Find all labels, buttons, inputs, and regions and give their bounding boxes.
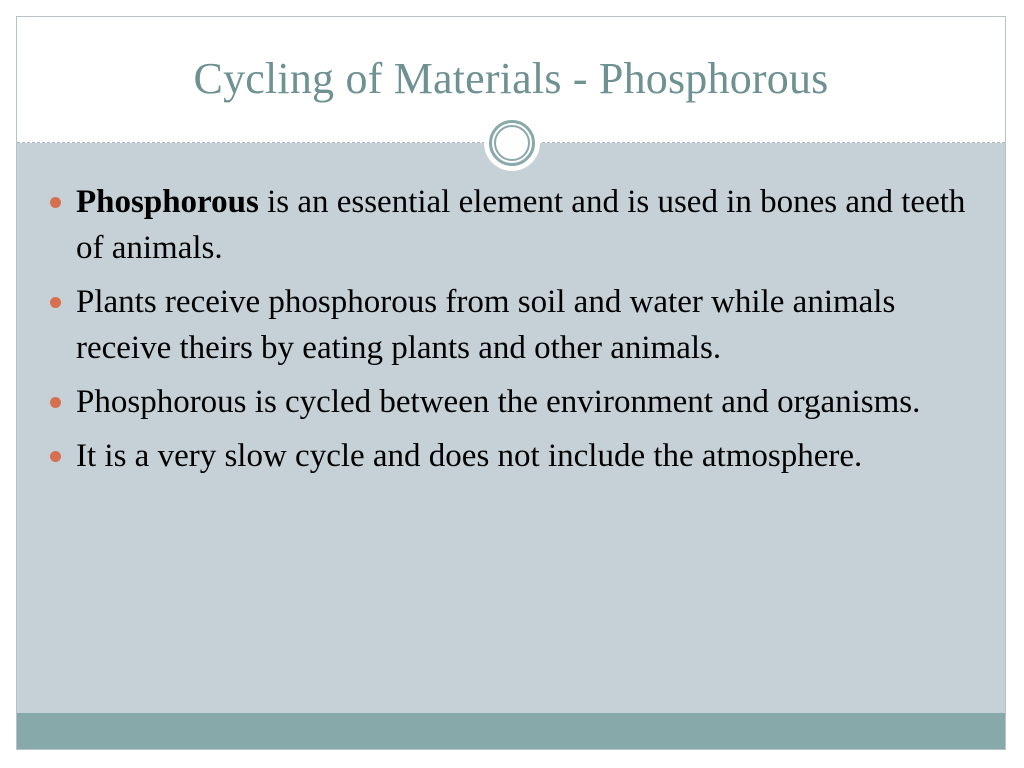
bullet-list	[45, 179, 975, 487]
ring-ornament-icon	[484, 115, 540, 171]
dot-bullet-icon	[50, 197, 61, 208]
dot-bullet-icon	[50, 297, 61, 308]
bullet-item	[45, 279, 975, 371]
bullet-item	[45, 433, 975, 479]
dot-bullet-icon	[50, 397, 61, 408]
bullet-text: is an essential element and is used in bones and teeth of animals.	[76, 184, 966, 266]
bullet-item	[45, 379, 975, 425]
bullet-bold-term: Phosphorous	[76, 184, 259, 220]
slide	[16, 16, 1006, 750]
slide-title: Cycling of Materials - Phosphorous	[193, 54, 829, 103]
ornament-inner-ring	[494, 125, 530, 161]
bullet-text: It is a very slow cycle and does not include the atmosphere.	[76, 438, 863, 474]
footer-band	[17, 713, 1005, 749]
bullet-item	[45, 179, 975, 271]
bullet-text: Phosphorous is cycled between the environment and organisms.	[76, 384, 921, 420]
bullet-text: Plants receive phosphorous from soil and water while animals receive theirs by eating plants and other animals.	[76, 284, 896, 366]
dot-bullet-icon	[50, 451, 61, 462]
